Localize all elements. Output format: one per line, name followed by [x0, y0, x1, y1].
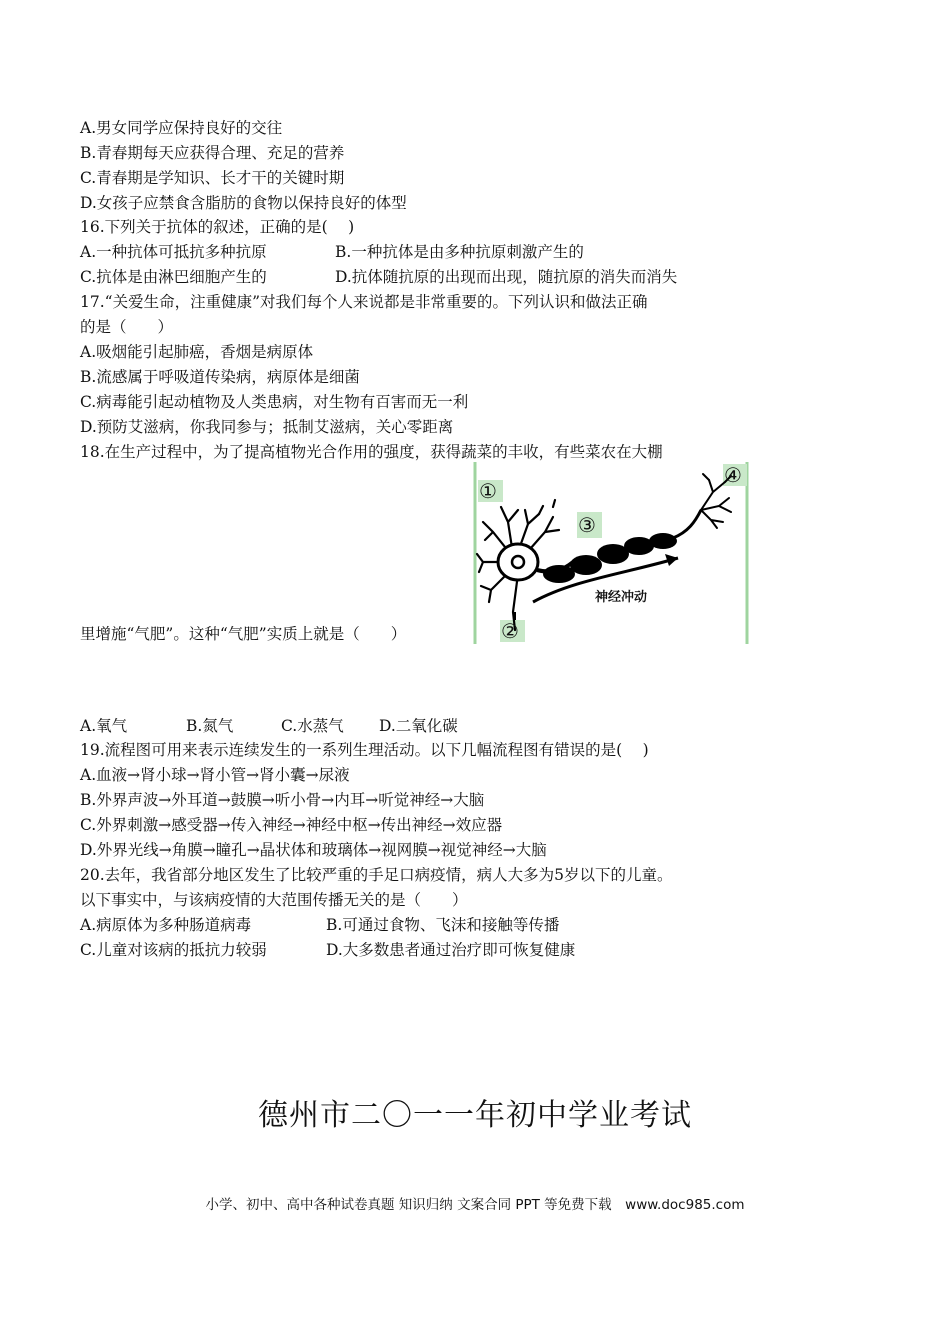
option-20d: D.大多数患者通过治疗即可恢复健康	[326, 941, 576, 959]
option-16a: A.一种抗体可抵抗多种抗原	[80, 243, 267, 261]
option-16d: D.抗体随抗原的出现而出现，随抗原的消失而消失	[335, 268, 678, 286]
question-17-line2: 的是（ ）	[80, 318, 174, 336]
question-16: 16.下列关于抗体的叙述，正确的是( )	[80, 218, 355, 236]
option-19c: C.外界刺激→感受器→传入神经→神经中枢→传出神经→效应器	[80, 816, 503, 834]
label-1: ①	[479, 479, 497, 503]
question-18-line2: 里增施“气肥”。这种“气肥”实质上就是（ ）	[80, 625, 407, 643]
option-17c: C.病毒能引起动植物及人类患病，对生物有百害而无一利	[80, 393, 469, 411]
label-4: ④	[724, 463, 742, 487]
option-16b: B.一种抗体是由多种抗原刺激产生的	[335, 243, 584, 261]
option-19a: A.血液→肾小球→肾小管→肾小囊→尿液	[80, 766, 350, 784]
option-15a: A.男女同学应保持良好的交往	[80, 119, 283, 137]
neuron-diagram	[473, 462, 751, 644]
option-18b: B.氮气	[186, 717, 234, 735]
option-15b: B.青春期每天应获得合理、充足的营养	[80, 144, 345, 162]
label-2: ②	[501, 619, 519, 643]
option-19b: B.外界声波→外耳道→鼓膜→听小骨→内耳→听觉神经→大脑	[80, 791, 485, 809]
question-18-line1: 18.在生产过程中，为了提高植物光合作用的强度，获得蔬菜的丰收，有些菜农在大棚	[80, 443, 663, 461]
option-16c: C.抗体是由淋巴细胞产生的	[80, 268, 267, 286]
option-15d: D.女孩子应禁食含脂肪的食物以保持良好的体型	[80, 194, 407, 212]
option-20a: A.病原体为多种肠道病毒	[80, 916, 252, 934]
option-15c: C.青春期是学知识、长才干的关键时期	[80, 169, 345, 187]
option-20c: C.儿童对该病的抵抗力较弱	[80, 941, 267, 959]
option-18c: C.水蒸气	[281, 717, 344, 735]
option-20b: B.可通过食物、飞沫和接触等传播	[326, 916, 560, 934]
question-20-line2: 以下事实中，与该病疫情的大范围传播无关的是（ ）	[80, 891, 468, 909]
question-19: 19.流程图可用来表示连续发生的一系列生理活动。以下几幅流程图有错误的是( )	[80, 741, 649, 759]
label-3: ③	[578, 513, 596, 537]
neuron-figure	[473, 462, 751, 644]
option-19d: D.外界光线→角膜→瞳孔→晶状体和玻璃体→视网膜→视觉神经→大脑	[80, 841, 547, 859]
question-20-line1: 20.去年，我省部分地区发生了比较严重的手足口病疫情，病人大多为5岁以下的儿童。	[80, 866, 673, 884]
nerve-impulse-caption: 神经冲动	[595, 590, 648, 605]
option-17d: D.预防艾滋病，你我同参与；抵制艾滋病，关心零距离	[80, 418, 454, 436]
footer-text: 小学、初中、高中各种试卷真题 知识归纳 文案合同 PPT 等免费下载 www.doc985.com	[205, 1197, 745, 1213]
option-18a: A.氧气	[80, 717, 128, 735]
option-18d: D.二氧化碳	[379, 717, 458, 735]
question-17-line1: 17.“关爱生命，注重健康”对我们每个人来说都是非常重要的。下列认识和做法正确	[80, 293, 648, 311]
option-17a: A.吸烟能引起肺癌，香烟是病原体	[80, 343, 314, 361]
exam-title: 德州市二〇一一年初中学业考试	[258, 1098, 692, 1133]
option-17b: B.流感属于呼吸道传染病，病原体是细菌	[80, 368, 360, 386]
